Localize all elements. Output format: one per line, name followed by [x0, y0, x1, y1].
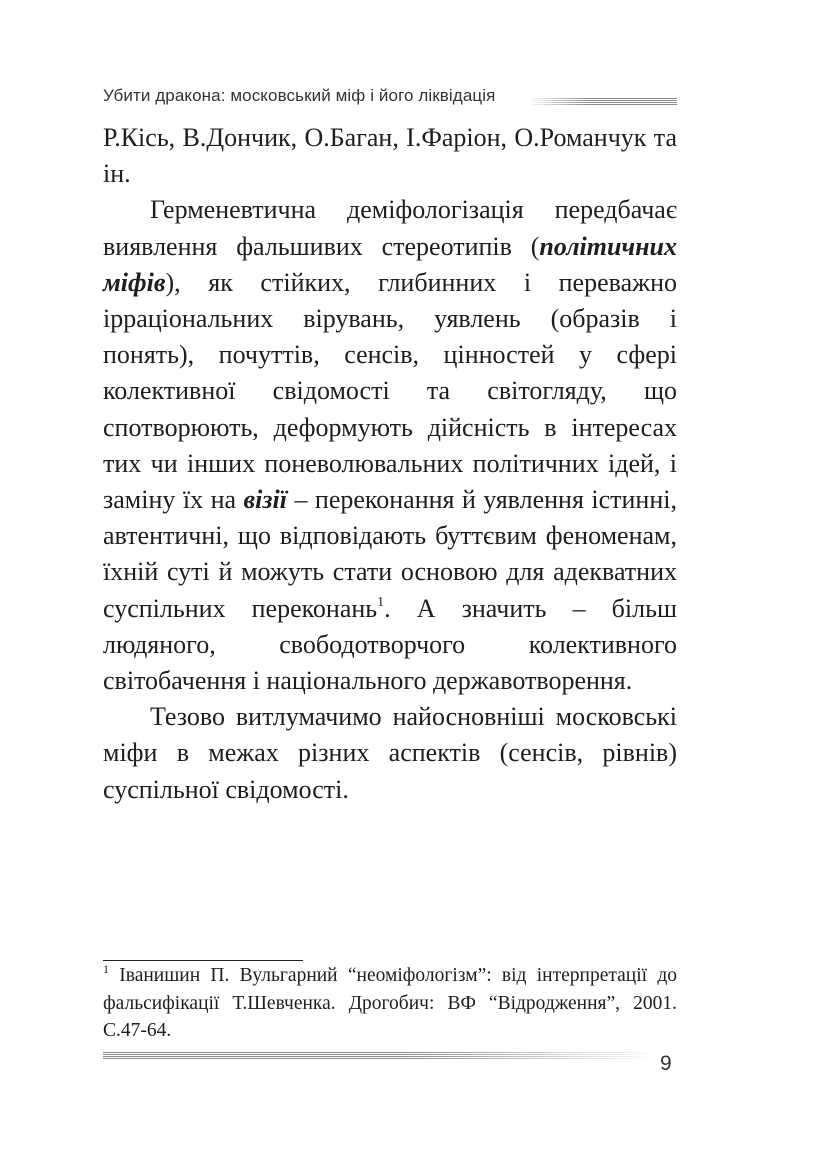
footnote-reference[interactable]: 1	[377, 594, 385, 610]
footnote-separator	[103, 960, 303, 961]
page-number: 9	[660, 1052, 672, 1075]
paragraph-1: Р.Кісь, В.Дончик, О.Баган, І.Фаріон, О.Романчук та ін.	[103, 123, 677, 189]
main-text	[103, 120, 677, 808]
paragraph-2-part-c: – переконання й уявлення істинні, автентичні, що відповідають буттєвим феноменам, їхній суті й можуть стати основою для адекватних суспільних переконань	[103, 485, 677, 623]
header-decorative-rule	[532, 98, 677, 105]
paragraph-3: Тезово витлумачимо найосновніші московські міфи в межах різних аспектів (сенсів, рівнів) суспільної свідомості.	[103, 702, 677, 804]
paragraph-2-part-b: ), як стійких, глибинних і переважно ірраціональних вірувань, уявлень (образів і понять), почуттів, сенсів, цінностей у сфері колективної свідомості та світогляду, що спотворюють, деформують дійсність в інтересах тих чи інших поневолювальних політичних ідей, і заміну їх на	[103, 267, 677, 515]
term-visions: візії	[243, 485, 287, 515]
term-political-myths: політичних міфів	[103, 231, 677, 297]
footer-decorative-rule	[103, 1052, 648, 1059]
footnote	[103, 962, 677, 1045]
running-title: Убити дракона: московський міф і його ліквідація	[103, 86, 496, 105]
paragraph-2-part-a: Герменевтична деміфологізація передбачає виявлення фальшивих стереотипів (	[103, 195, 677, 261]
footnote-text: Іванишин П. Вульгарний “неоміфологізм”: від інтерпретації до фальсифікації Т.Шевченка. Дрогобич: ВФ “Відродження”, 2001. С.47-64.	[103, 965, 677, 1041]
paragraph-2-part-d: . А значить – більш людяного, свободотворчого колективного світобачення і національного державотворення.	[103, 593, 677, 696]
footnote-marker: 1	[103, 962, 109, 976]
paragraph-2	[103, 192, 677, 699]
